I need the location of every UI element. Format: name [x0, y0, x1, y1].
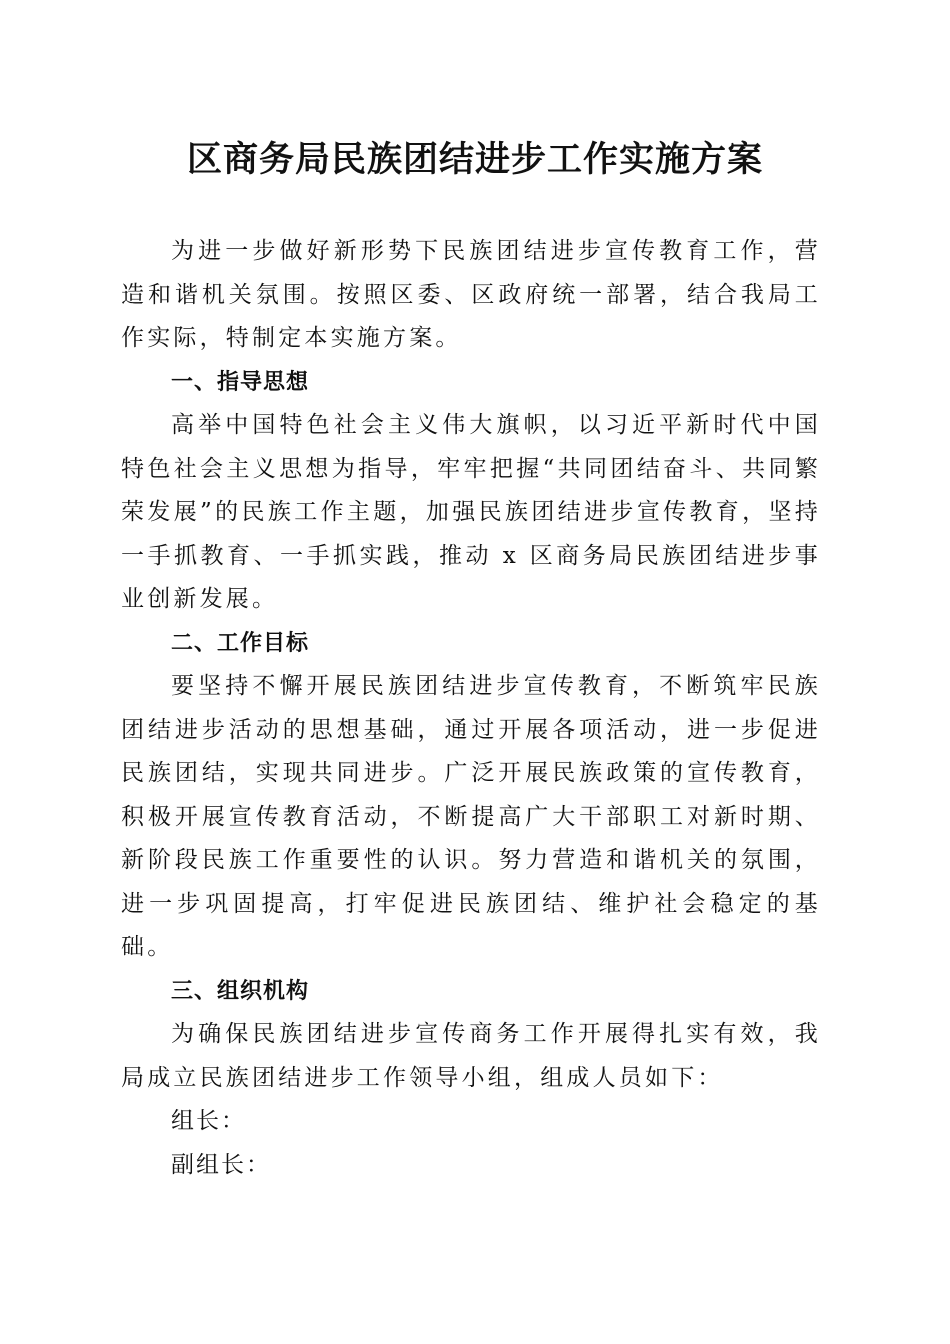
section-text-work-goals: 要坚持不懈开展民族团结进步宣传教育，不断筑牢民族团结进步活动的思想基础，通过开展各项活动，进一步促进民族团结，实现共同进步。广泛开展民族政策的宣传教育，积极开展宣传教育活动，不断提高广大干部职工对新时期、新阶段民族工作重要性的认识。努力营造和谐机关的氛围，进一步巩固提高，打牢促进民族团结、维护社会稳定的基础。 [121, 673, 821, 960]
section-text-guiding-ideology: 高举中国特色社会主义伟大旗帜，以习近平新时代中国特色社会主义思想为指导，牢牢把握“共同团结奋斗、共同繁荣发展”的民族工作主题，加强民族团结进步宣传教育，坚持一手抓教育、一手抓实践，推动 x 区商务局民族团结进步事业创新发展。 [121, 412, 821, 612]
document-title: 区商务局民族团结进步工作实施方案 [186, 140, 763, 180]
document-body [121, 230, 821, 1187]
section-heading-guiding-ideology: 一、指导思想 [171, 369, 310, 395]
intro-paragraph: 为进一步做好新形势下民族团结进步宣传教育工作，营造和谐机关氛围。按照区委、区政府统一部署，结合我局工作实际，特制定本实施方案。 [121, 238, 821, 351]
section-heading-work-goals: 二、工作目标 [171, 630, 310, 656]
section-heading-organization: 三、组织机构 [171, 978, 310, 1004]
section-text-organization: 为确保民族团结进步宣传商务工作开展得扎实有效，我局成立民族团结进步工作领导小组，组成人员如下： [121, 1021, 821, 1091]
deputy-leader-label: 副组长： [171, 1151, 271, 1178]
leader-label: 组长： [171, 1108, 246, 1134]
